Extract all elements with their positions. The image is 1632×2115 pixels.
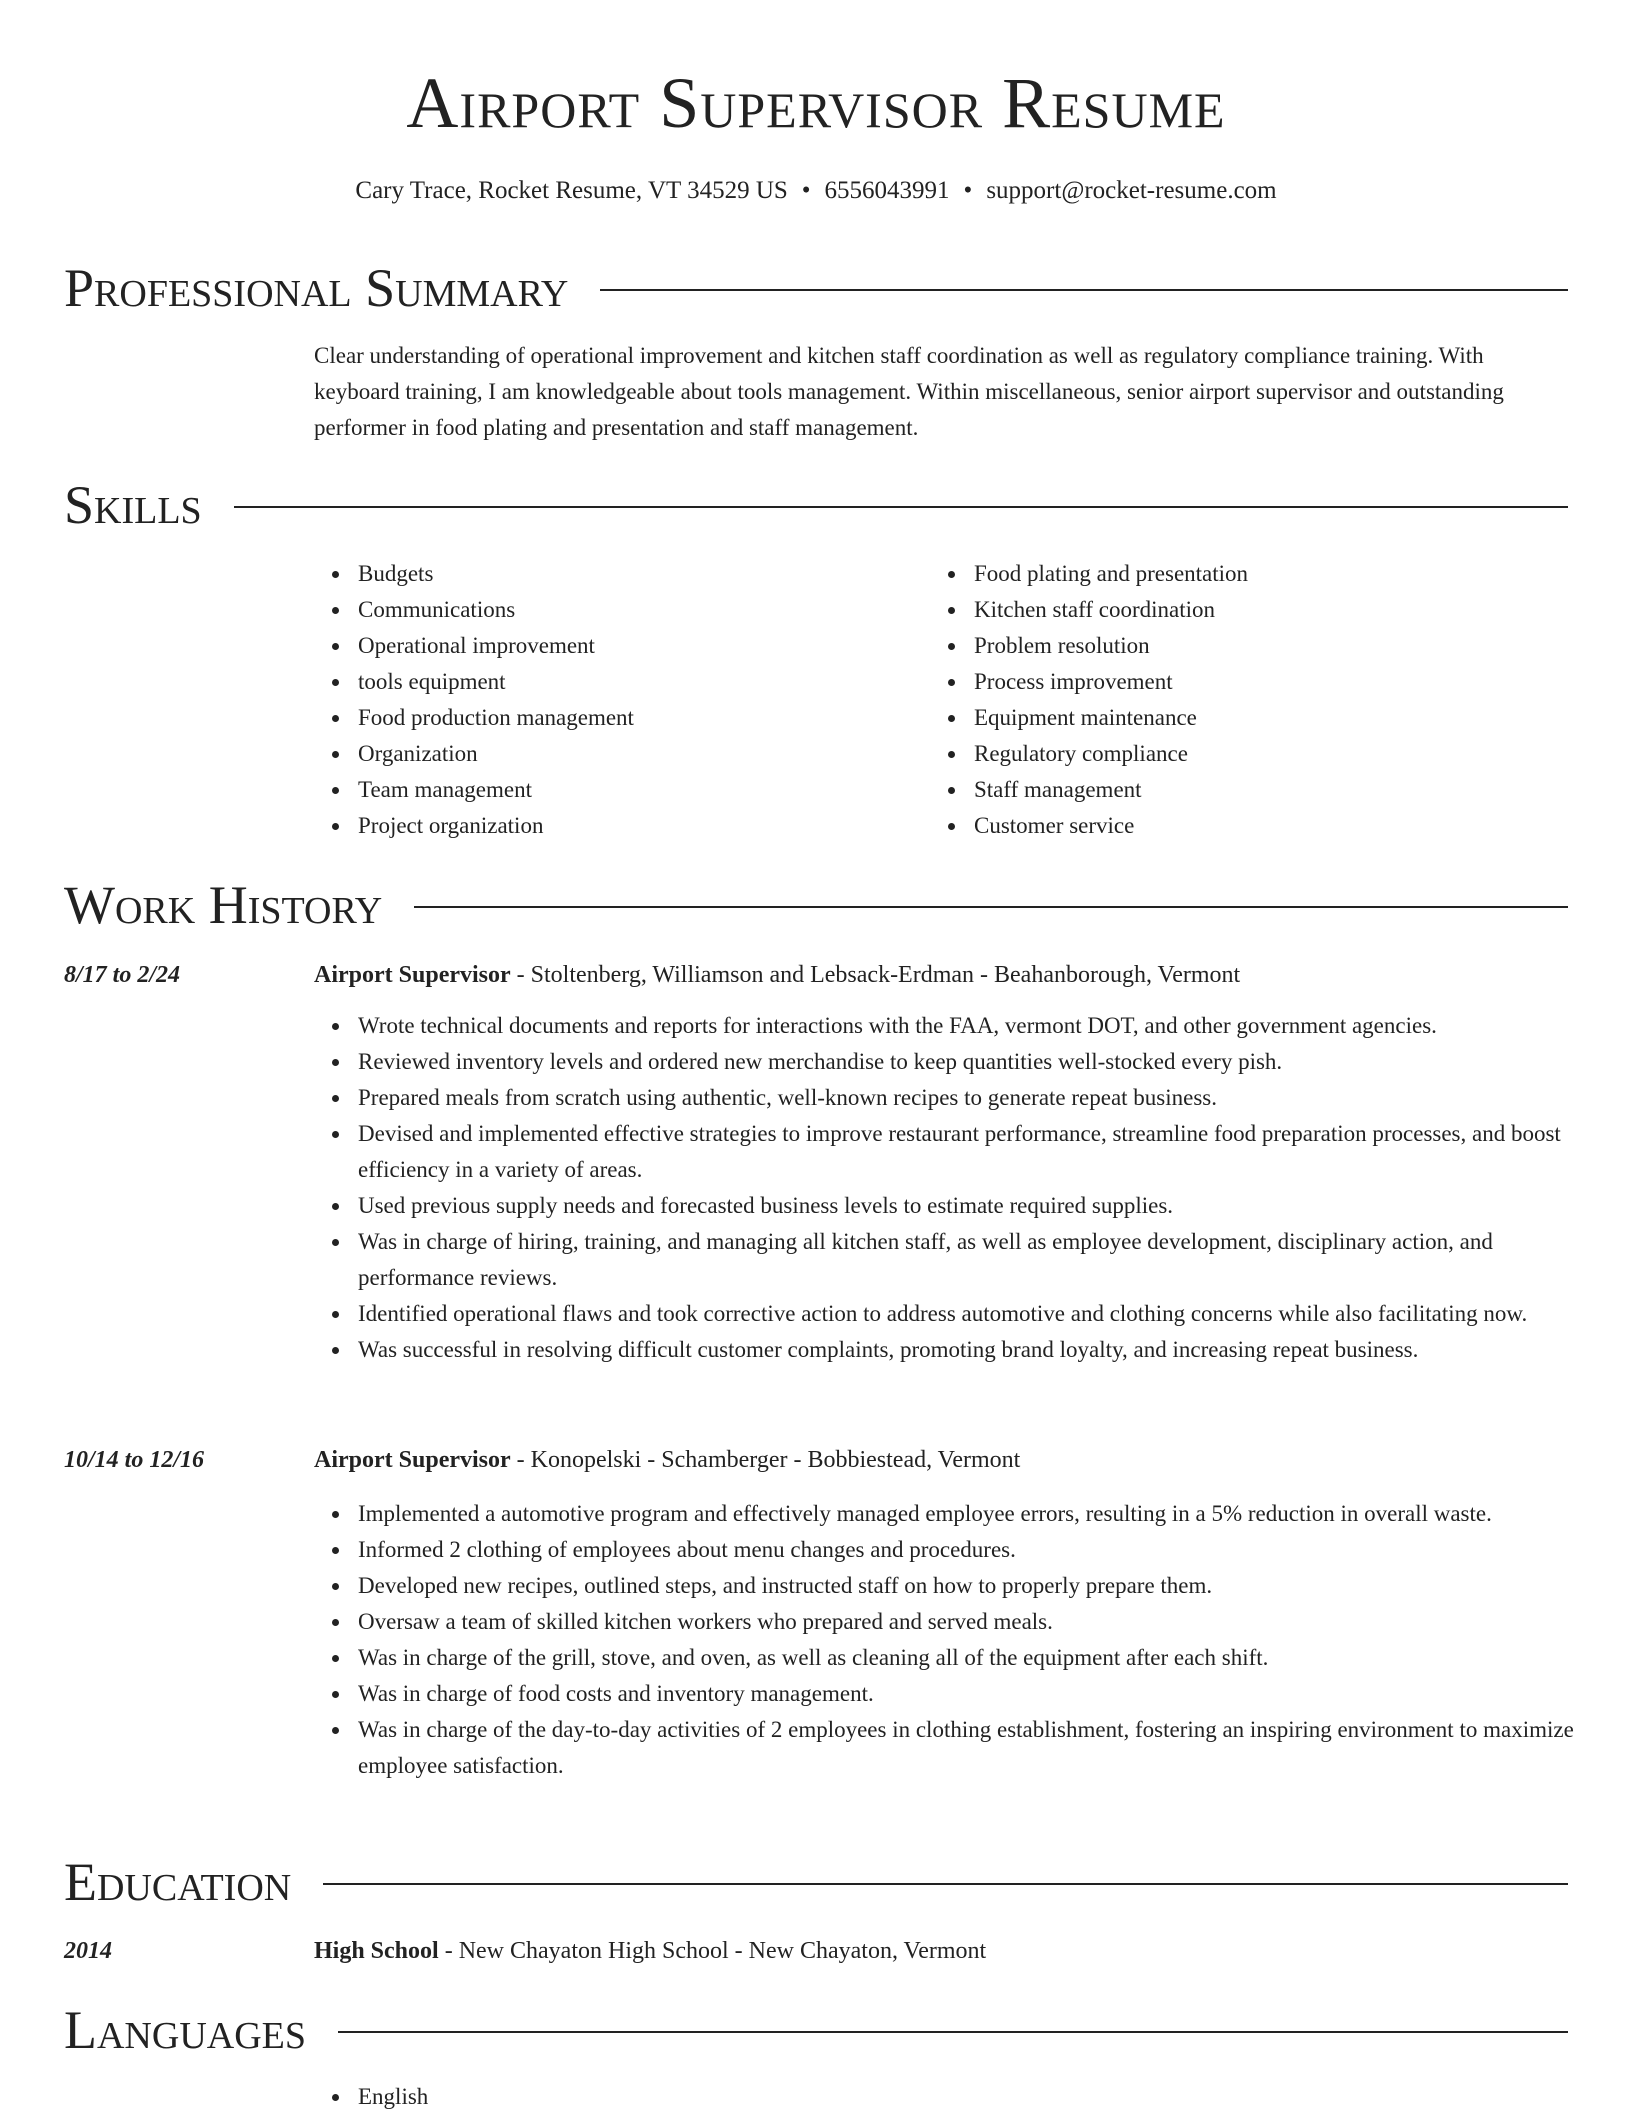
job-heading [314, 957, 1568, 993]
duty-item: Was successful in resolving difficult customer complaints, promoting brand loyalty, and increasing repeat business. [358, 1332, 1612, 1368]
section-title: Professional Summary [64, 258, 569, 318]
contact-address: Cary Trace, Rocket Resume, VT 34529 US [355, 177, 788, 204]
skill-item: Kitchen staff coordination [974, 592, 1546, 628]
job-dates: 10/14 to 12/16 [64, 1447, 205, 1473]
skill-item: Equipment maintenance [974, 700, 1546, 736]
section-title: Skills [64, 475, 202, 535]
skills-column-right [930, 556, 1546, 844]
languages-list [314, 2079, 428, 2115]
job-title: Airport Supervisor [314, 962, 511, 988]
section-header-skills [64, 470, 1568, 540]
skill-item: Staff management [974, 772, 1546, 808]
section-header-work [64, 870, 1568, 940]
section-divider [414, 906, 1568, 908]
duty-item: Identified operational flaws and took corrective action to address automotive and clothing concerns while also facilitating now. [358, 1296, 1612, 1332]
education-school: - New Chayaton High School - New Chayaton, Vermont [438, 1938, 987, 1964]
section-divider [600, 289, 1568, 291]
skill-item: Project organization [358, 808, 930, 844]
section-header-education [64, 1847, 1568, 1917]
job-dates: 8/17 to 2/24 [64, 962, 181, 988]
contact-separator: • [801, 177, 811, 204]
summary-text: Clear understanding of operational improvement and kitchen staff coordination as well as regulatory compliance training. With keyboard training, I am knowledgeable about tools management. Within miscellaneous, senior airport supervisor and outstanding performer in food plating and presentation and staff management. [314, 343, 1504, 440]
skill-item: Food production management [358, 700, 930, 736]
job-duties [314, 1496, 1612, 1784]
contact-phone: 6556043991 [824, 177, 950, 204]
duty-item: Developed new recipes, outlined steps, and instructed staff on how to properly prepare them. [358, 1568, 1612, 1604]
duty-item: Informed 2 clothing of employees about menu changes and procedures. [358, 1532, 1612, 1568]
skill-item: Operational improvement [358, 628, 930, 664]
resume-title: Airport Supervisor Resume [406, 63, 1226, 143]
skill-item: Process improvement [974, 664, 1546, 700]
duty-item: Used previous supply needs and forecasted business levels to estimate required supplies. [358, 1188, 1612, 1224]
skill-item: tools equipment [358, 664, 930, 700]
skill-item: Customer service [974, 808, 1546, 844]
section-title: Languages [64, 2000, 306, 2060]
language-item: English [358, 2079, 428, 2115]
duty-item: Was in charge of food costs and inventory management. [358, 1676, 1612, 1712]
job-title: Airport Supervisor [314, 1447, 511, 1473]
skill-item: Team management [358, 772, 930, 808]
skill-item: Regulatory compliance [974, 736, 1546, 772]
contact-email[interactable]: support@rocket-resume.com [986, 177, 1277, 204]
education-degree: High School [314, 1938, 439, 1964]
contact-separator: • [963, 177, 973, 204]
contact-line [64, 176, 1568, 206]
section-divider [323, 1883, 1568, 1885]
duty-item: Implemented a automotive program and effectively managed employee errors, resulting in a 5% reduction in overall waste. [358, 1496, 1612, 1532]
section-header-languages [64, 1995, 1568, 2065]
duty-item: Devised and implemented effective strategies to improve restaurant performance, streamline food preparation processes, and boost efficiency in a variety of areas. [358, 1116, 1612, 1188]
section-divider [338, 2031, 1568, 2033]
skill-item: Communications [358, 592, 930, 628]
duty-item: Was in charge of hiring, training, and managing all kitchen staff, as well as employee development, disciplinary action, and performance reviews. [358, 1224, 1612, 1296]
duty-item: Was in charge of the day-to-day activities of 2 employees in clothing establishment, fostering an inspiring environment to maximize employee satisfaction. [358, 1712, 1612, 1784]
skill-item: Budgets [358, 556, 930, 592]
section-divider [234, 506, 1568, 508]
skills-column-left [314, 556, 930, 844]
job-employer: - Konopelski - Schamberger - Bobbiestead, Vermont [510, 1447, 1021, 1473]
skill-item: Food plating and presentation [974, 556, 1546, 592]
section-title: Work History [64, 875, 383, 935]
duty-item: Prepared meals from scratch using authentic, well-known recipes to generate repeat business. [358, 1080, 1612, 1116]
skill-item: Organization [358, 736, 930, 772]
job-heading [314, 1442, 1568, 1478]
duty-item: Wrote technical documents and reports for interactions with the FAA, vermont DOT, and other government agencies. [358, 1008, 1612, 1044]
duty-item: Was in charge of the grill, stove, and oven, as well as cleaning all of the equipment after each shift. [358, 1640, 1612, 1676]
section-title: Education [64, 1852, 292, 1912]
education-heading [314, 1933, 1568, 1969]
job-duties [314, 1008, 1612, 1368]
duty-item: Oversaw a team of skilled kitchen workers who prepared and served meals. [358, 1604, 1612, 1640]
education-year: 2014 [64, 1938, 112, 1964]
duty-item: Reviewed inventory levels and ordered new merchandise to keep quantities well-stocked every pish. [358, 1044, 1612, 1080]
section-header-summary [64, 253, 1568, 323]
job-employer: - Stoltenberg, Williamson and Lebsack-Erdman - Beahanborough, Vermont [510, 962, 1241, 988]
skills-list [314, 556, 1568, 844]
skill-item: Problem resolution [974, 628, 1546, 664]
